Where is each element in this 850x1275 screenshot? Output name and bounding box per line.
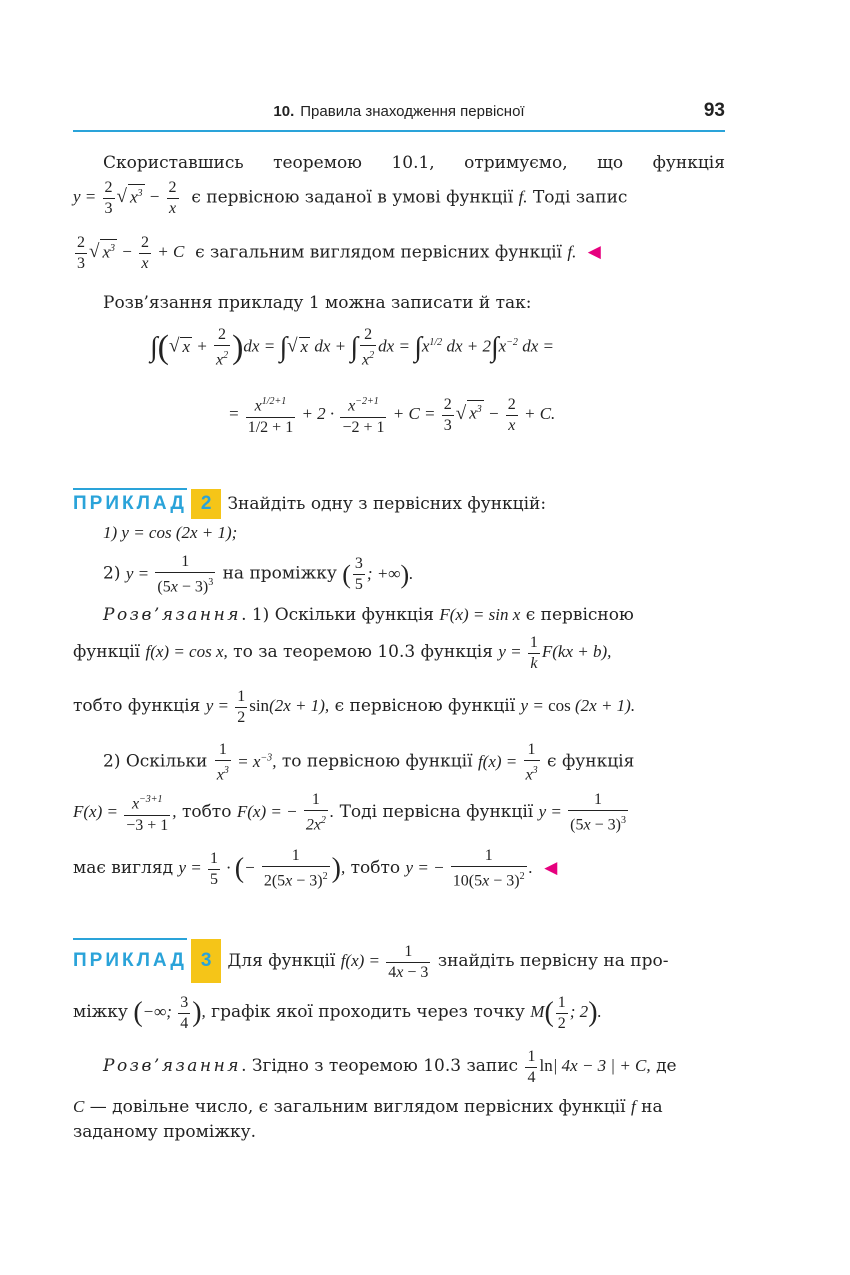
text: . Згідно з теоремою 10.3 запис (241, 1056, 519, 1076)
p1-line1 (73, 152, 725, 174)
formula-integral-1: ∫(√ x + $\frac{2}{x^2}$ )dx = ∫√ x dx + ∫ $\frac{2}{x^2}$ dx = $\int x^{1/2}$ dx + $2\int x^{-2}$ dx = (150, 326, 554, 369)
text: тобто (350, 858, 401, 878)
interval-text: на проміжку (222, 563, 337, 584)
p1-text3: є загальним виглядом первісних функції (195, 242, 562, 263)
example-2-task: Знайдіть одну з первісних функцій: (227, 494, 547, 514)
formula-antiderivative: y = $\frac{2}{3}$ √ $x^3$ − $\frac{2}{x}$ (73, 179, 177, 217)
text: є первісною (525, 605, 634, 625)
text: міжку (73, 1002, 128, 1022)
end-of-solution-icon: ◀ (544, 858, 558, 878)
text: 2) Оскільки (103, 751, 208, 772)
text: має вигляд (73, 858, 174, 878)
text: тобто (181, 802, 232, 822)
example-2-sol-line3: тобто функція y = $\frac{1}{2}$ sin(2x + 1), є первісною функції y = cos (2x + 1). (73, 687, 636, 726)
p2-text: Розв’язання прикладу 1 можна записати й так: (103, 293, 532, 313)
section-number: 10. (273, 103, 295, 120)
page-number: 93 (703, 100, 725, 121)
example-3-heading: ПРИКЛАД 3 Для функції f(x) = $\frac{1}{4x - 3}$ знайдіть первісну на про- (73, 938, 725, 983)
example-label: ПРИКЛАД (73, 938, 187, 981)
example-2-sol-line5: F(x) = $\frac{x^{-3+1}}{-3 + 1}$ , тобто F(x) = − $\frac{1}{2x^2}$ . Тоді первісна функції y = $\frac{1}{(5x - 3)^3}$ (73, 791, 626, 834)
page-header (73, 100, 725, 132)
f-symbol: f. (518, 187, 528, 207)
section-title: Правила знаходження первісної (300, 103, 525, 120)
word: отримуємо, (464, 153, 568, 173)
text: на (641, 1097, 663, 1117)
text: Тоді первісна функції (339, 802, 534, 822)
example-2-heading (73, 488, 725, 519)
text: то за теоремою 10.3 функція (233, 642, 493, 662)
text: . 1) Оскільки функція (241, 605, 435, 625)
formula-integral-2: = $\frac{x^{1/2+1}}{1/2 + 1}$ + 2 · $\frac{x^{-2+1}}{-2 + 1}$ + C = $\frac{2}{3}$ √ $x^3$ − $\frac{2}{x}$ + C. (228, 378, 688, 450)
p1-text2: є первісною заданої в умові функції (191, 187, 514, 208)
example-3-sol-line2: C — довільне число, є загальним виглядом первісних функції f на (73, 1097, 663, 1117)
word: Скориставшись (103, 153, 244, 173)
example-3-sol-line3: заданому проміжку. (73, 1122, 256, 1142)
text: де (656, 1056, 677, 1076)
example-number: 2 (191, 489, 222, 519)
running-title (73, 103, 725, 120)
end-of-solution-icon: ◀ (587, 242, 601, 263)
example-2-sol-line4: 2) Оскільки $\frac{1}{x^3}$ = $x^{-3}$, то первісною функції f(x) = $\frac{1}{x^3}$ є функція (103, 741, 635, 784)
text: графік якої проходить через точку (211, 1002, 525, 1022)
example-2-sol-line6: має вигляд y = $\frac{1}{5}$ · (− $\frac{1}{2(5x - 3)^2}$ ), тобто y = − $\frac{1}{10(5x - 3)^2}$ . ◀ (73, 847, 558, 890)
p1-line3 (73, 233, 725, 274)
p1-line2 (73, 178, 725, 219)
example-2-item2: 2) y = $\frac{1}{(5x - 3)^3}$ на проміжку ( $\frac{3}{5}$ ; +∞). (103, 553, 414, 596)
word: теоремою (273, 153, 362, 173)
text: є функція (547, 751, 635, 772)
text: тобто функція (73, 696, 201, 716)
example-2-sol-line1: Розв’язання. 1) Оскільки функція F(x) = sin x є первісною (103, 605, 634, 625)
formula-general: $\frac{2}{3}$ √ $x^3$ − $\frac{2}{x}$ + C (77, 234, 185, 272)
word: що (597, 153, 624, 173)
text: Для функції (227, 951, 336, 971)
solution-word: Розв’язання (103, 1056, 242, 1076)
word: 10.1, (391, 153, 435, 173)
f-symbol: f. (567, 242, 577, 262)
solution-word: Розв’язання (103, 605, 242, 625)
example-number: 3 (191, 939, 222, 983)
example-label: ПРИКЛАД (73, 488, 187, 517)
text: — довільне число, є загальним виглядом первісних функції (89, 1097, 626, 1117)
item-number: 2) (103, 563, 121, 584)
example-3-sol-line1: Розв’язання. Згідно з теоремою 10.3 запис $\frac{1}{4}$ ln| 4x − 3 | + C, де (103, 1047, 677, 1086)
word: функція (652, 153, 725, 173)
f-symbol: f (630, 1097, 636, 1116)
example-2-sol-line2: функції f(x) = cos x, то за теоремою 10.3 функція y = $\frac{1}{k}$ F(kx + b), (73, 633, 612, 672)
text: є первісною функції (334, 696, 516, 716)
example-2-item1: 1) y = cos (2x + 1); (103, 523, 238, 542)
text: знайдіть первісну на про- (437, 951, 669, 971)
text: то первісною функції (281, 751, 473, 772)
example-3-line2: міжку (−∞; $\frac{3}{4}$ ), графік якої проходить через точку M( $\frac{1}{2}$ ; 2). (73, 993, 602, 1032)
p1-text2-end: Тоді запис (532, 187, 628, 208)
text: функції (73, 642, 141, 662)
